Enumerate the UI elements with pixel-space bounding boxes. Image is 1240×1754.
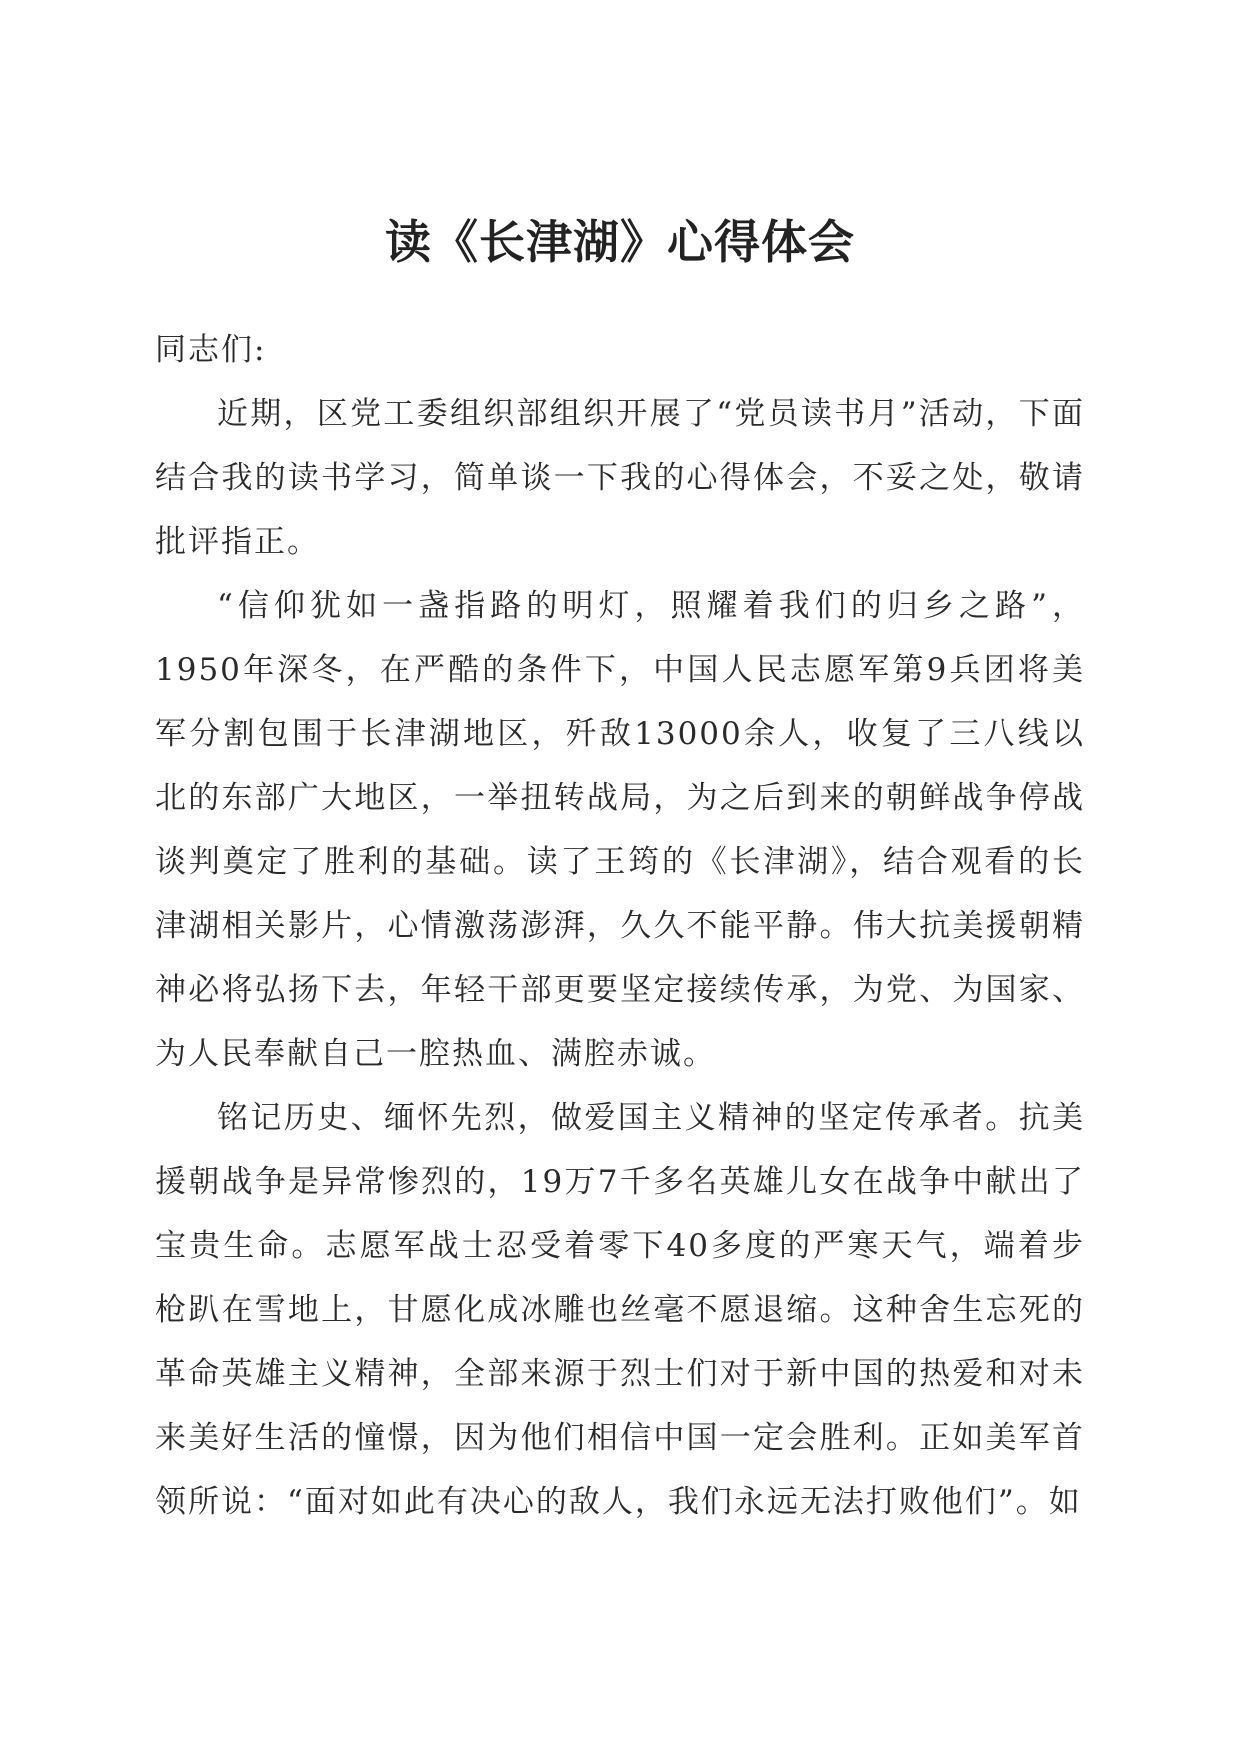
- paragraph-background: “信仰犹如一盏指路的明灯，照耀着我们的归乡之路”，1950年深冬，在严酷的条件下，中国人民志愿军第9兵团将美军分割包围于长津湖地区，歼敌13000余人，收复了三八线以北的东部广大地区，一举扭转战局，为之后到来的朝鲜战争停战谈判奠定了胜利的基础。读了王筠的《长津湖》，结合观看的长津湖相关影片，心情激荡澎湃，久久不能平静。伟大抗美援朝精神必将弘扬下去，年轻干部更要坚定接续传承，为党、为国家、为人民奉献自己一腔热血、满腔赤诚。: [155, 588, 1085, 1072]
- paragraph-remember-history: 铭记历史、缅怀先烈，做爱国主义精神的坚定传承者。抗美援朝战争是异常惨烈的，19万7千多名英雄儿女在战争中献出了宝贵生命。志愿军战士忍受着零下40多度的严寒天气，端着步枪趴在雪地上，甘愿化成冰雕也丝毫不愿退缩。这种舍生忘死的革命英雄主义精神，全部来源于烈士们对于新中国的热爱和对未来美好生活的憧憬，因为他们相信中国一定会胜利。正如美军首领所说：“面对如此有决心的敌人，我们永远无法打败他们”。如: [155, 1100, 1085, 1520]
- document-title: 读《长津湖》心得体会: [385, 215, 855, 269]
- salutation: 同志们:: [155, 332, 267, 368]
- document-body: [155, 318, 1085, 1534]
- paragraph-intro: 近期，区党工委组织部组织开展了“党员读书月”活动，下面结合我的读书学习，简单谈一下我的心得体会，不妥之处，敬请批评指正。: [155, 396, 1085, 560]
